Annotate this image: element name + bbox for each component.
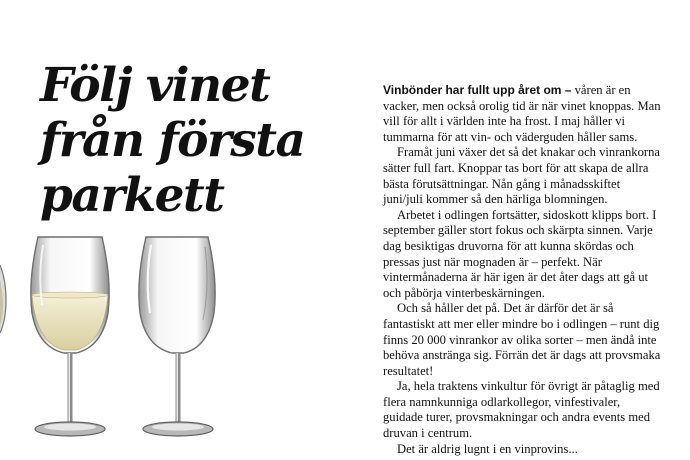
lead-in: Vinbönder har fullt upp året om – <box>383 83 572 97</box>
article-paragraph: Ja, hela traktens vinkultur för övrigt är påtaglig med flera namnkunniga odlarkollegor, vinfestivaler, guidade turer, provsmakningar och andra events med druvan i centrum. <box>383 379 660 441</box>
white-wine-glass <box>31 237 109 436</box>
headline <box>40 58 370 223</box>
wine-glasses-photo <box>0 225 240 450</box>
article-paragraph <box>383 83 663 145</box>
headline-line: från första <box>40 113 305 168</box>
article-paragraph: Och så håller det på. Det är därför det är så fantastiskt att mer eller mindre bo i odlingen – runt dig finns 20 000 vinrankor av olika sorter – men ändå inte behöva anstränga sig. Förrän det är dags att provsmaka resultatet! <box>383 301 661 378</box>
headline-line: parkett <box>40 168 224 223</box>
paragraph-text: våren är en vacker, men också orolig tid är när vinet knoppas. Man vill för allt i världen inte ha frost. I maj håller vi tummarna för att vin- och väderguden håller sams. <box>383 83 661 144</box>
partial-glass <box>0 265 6 333</box>
empty-wine-glass <box>139 237 215 436</box>
article-paragraph: Framåt juni växer det så det knakar och vinrankorna sätter full fart. Knoppar tas bort för att skapa de allra bästa förutsättningar. Nån gång i månadsskiftet juni/juli kommer så den härliga blomningen. <box>383 145 660 207</box>
headline-line: Följ vinet <box>40 58 270 113</box>
article-paragraph: Det är aldrig lugnt i en vinprovins... <box>397 441 578 456</box>
article-paragraph: Arbetet i odlingen fortsätter, sidoskott klipps bort. I september gäller stort fokus och skärpta sinnen. Varje dag besiktigas druvorna för att kunna skördas och pressas just när mognaden är – perfekt. När vintermånaderna är här igen är det åter dags att gå ut och påbörja vinterbeskärningen. <box>383 207 657 300</box>
article-body <box>383 83 663 457</box>
